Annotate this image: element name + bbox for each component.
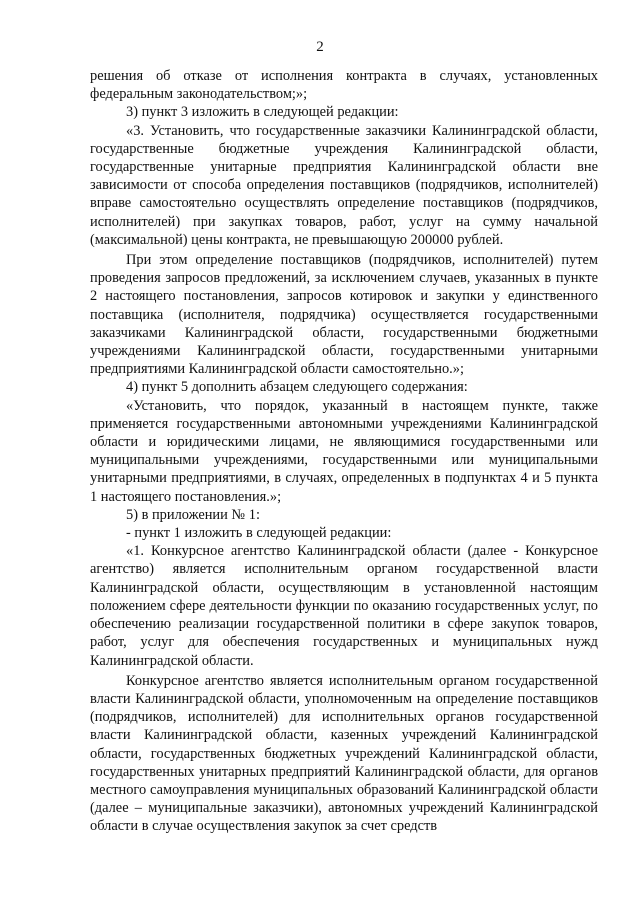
paragraph-1: решения об отказе от исполнения контракта в случаях, установленных федеральным законодательством;»; bbox=[90, 68, 598, 103]
paragraph-3: «3. Установить, что государственные заказчики Калининградской области, государственные бюджетные учреждения Калининградской области, государственные унитарные предприятия Калининградской области вне зависимости от способа определения поставщиков (подрядчиков, исполнителей) вправе самостоятельно осуществлять определение поставщиков (подрядчиков, исполнителей) при закупках товаров, работ, услуг на сумму начальной (максимальной) цены контракта, не превышающую 200000 рублей. bbox=[90, 122, 598, 248]
paragraph-9: «1. Конкурсное агентство Калининградской области (далее - Конкурсное агентство) является исполнительным органом государственной власти Калининградской области, осуществляющим в установленной настоящим положением сфере деятельности функции по оказанию государственных услуг, по обеспечению реализации государственной политики в сфере закупок товаров, работ, услуг для обеспечения государственных и муниципальных нужд Калининградской области. bbox=[90, 543, 598, 669]
paragraph-2: 3) пункт 3 изложить в следующей редакции: bbox=[126, 104, 399, 121]
paragraph-5: 4) пункт 5 дополнить абзацем следующего содержания: bbox=[126, 379, 468, 396]
paragraph-10: Конкурсное агентство является исполнительным органом государственной власти Калининградской области, уполномоченным на определение поставщиков (подрядчиков, исполнителей) для исполнительных органов государственной власти Калининградской области, казенных учреждений Калининградской области, государственных бюджетных учреждений Калининградской области, государственных унитарных предприятий Калининградской области, для органов местного самоуправления муниципальных образований Калининградской области (далее – муниципальные заказчики), автономных учреждений Калининградской области в случае осуществления закупок за счет средств bbox=[90, 672, 598, 835]
paragraph-6: «Установить, что порядок, указанный в настоящем пункте, также применяется государственными автономными учреждениями Калининградской области и юридическими лицами, не являющимися государственными или муниципальными учреждениями, государственными или муниципальными унитарными предприятиями, в случаях, определенных в подпунктах 4 и 5 пункта 1 настоящего постановления.»; bbox=[90, 397, 598, 505]
document-body bbox=[90, 67, 598, 836]
paragraph-8: - пункт 1 изложить в следующей редакции: bbox=[126, 525, 392, 542]
page-number: 2 bbox=[316, 39, 324, 55]
paragraph-4: При этом определение поставщиков (подрядчиков, исполнителей) путем проведения запросов предложений, за исключением случаев, указанных в пункте 2 настоящего постановления, запросов котировок и закупки у единственного поставщика (исполнителя, подрядчика) осуществляется государственными заказчиками Калининградской области, государственными бюджетными учреждениями Калининградской области, государственными унитарными предприятиями Калининградской области самостоятельно.»; bbox=[90, 252, 598, 378]
paragraph-7: 5) в приложении № 1: bbox=[126, 506, 260, 523]
